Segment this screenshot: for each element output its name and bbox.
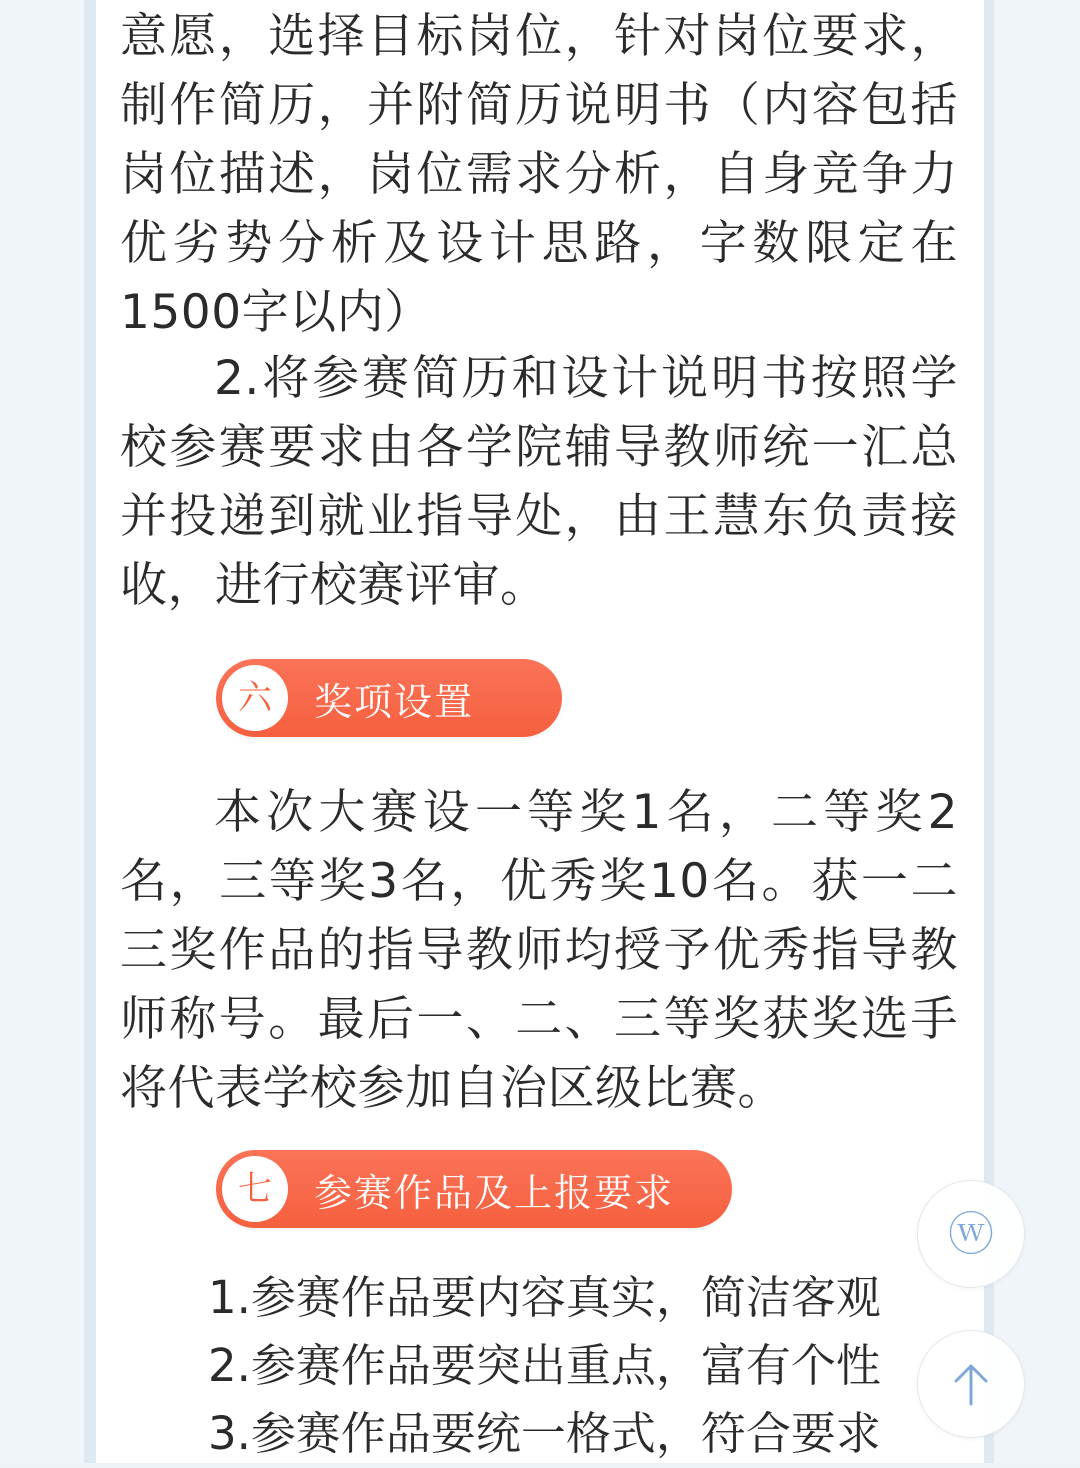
- section-heading-six: [216, 659, 562, 737]
- viewer-left-margin: [0, 0, 84, 1463]
- paragraph-continued: 意愿，选择目标岗位，针对岗位要求，制作简历，并附简历说明书（内容包括岗位描述，岗位需求分析，自身竞争力优劣势分析及设计思路，字数限定在1500字以内）: [120, 9, 958, 340]
- list-item: 3.参赛作品要统一格式，符合要求: [208, 1407, 881, 1460]
- section-heading-seven: [216, 1150, 732, 1228]
- list-item: 2.参赛作品要突出重点，富有个性: [208, 1339, 881, 1392]
- wps-logo-icon: ⓦ: [948, 1207, 994, 1261]
- paragraph-block-1: [96, 2, 984, 347]
- paragraph-item-2: 2.将参赛简历和设计说明书按照学校参赛要求由各学院辅导教师统一汇总并投递到就业指导处，由王慧东负责接收，进行校赛评审。: [120, 351, 958, 613]
- list-item: 1.参赛作品要内容真实，简洁客观: [208, 1271, 881, 1324]
- page-left-edge: [84, 0, 96, 1463]
- paragraph-block-2: [96, 344, 984, 620]
- paragraph-block-3: [96, 778, 984, 1123]
- back-to-top-button[interactable]: [917, 1330, 1025, 1438]
- section-number-badge: 六: [222, 665, 288, 731]
- requirements-list: [96, 1264, 984, 1468]
- wps-floating-button[interactable]: [917, 1180, 1025, 1288]
- section-number-badge: 七: [222, 1156, 288, 1222]
- section-title-label: 奖项设置: [314, 679, 475, 724]
- arrow-up-icon: [943, 1356, 999, 1412]
- page-content: [96, 0, 984, 1463]
- paragraph-awards: 本次大赛设一等奖1名，二等奖2名，三等奖3名，优秀奖10名。获一二三奖作品的指导教师均授予优秀指导教师称号。最后一、二、三等奖获奖选手将代表学校参加自治区级比赛。: [120, 785, 958, 1116]
- section-title-label: 参赛作品及上报要求: [314, 1170, 675, 1215]
